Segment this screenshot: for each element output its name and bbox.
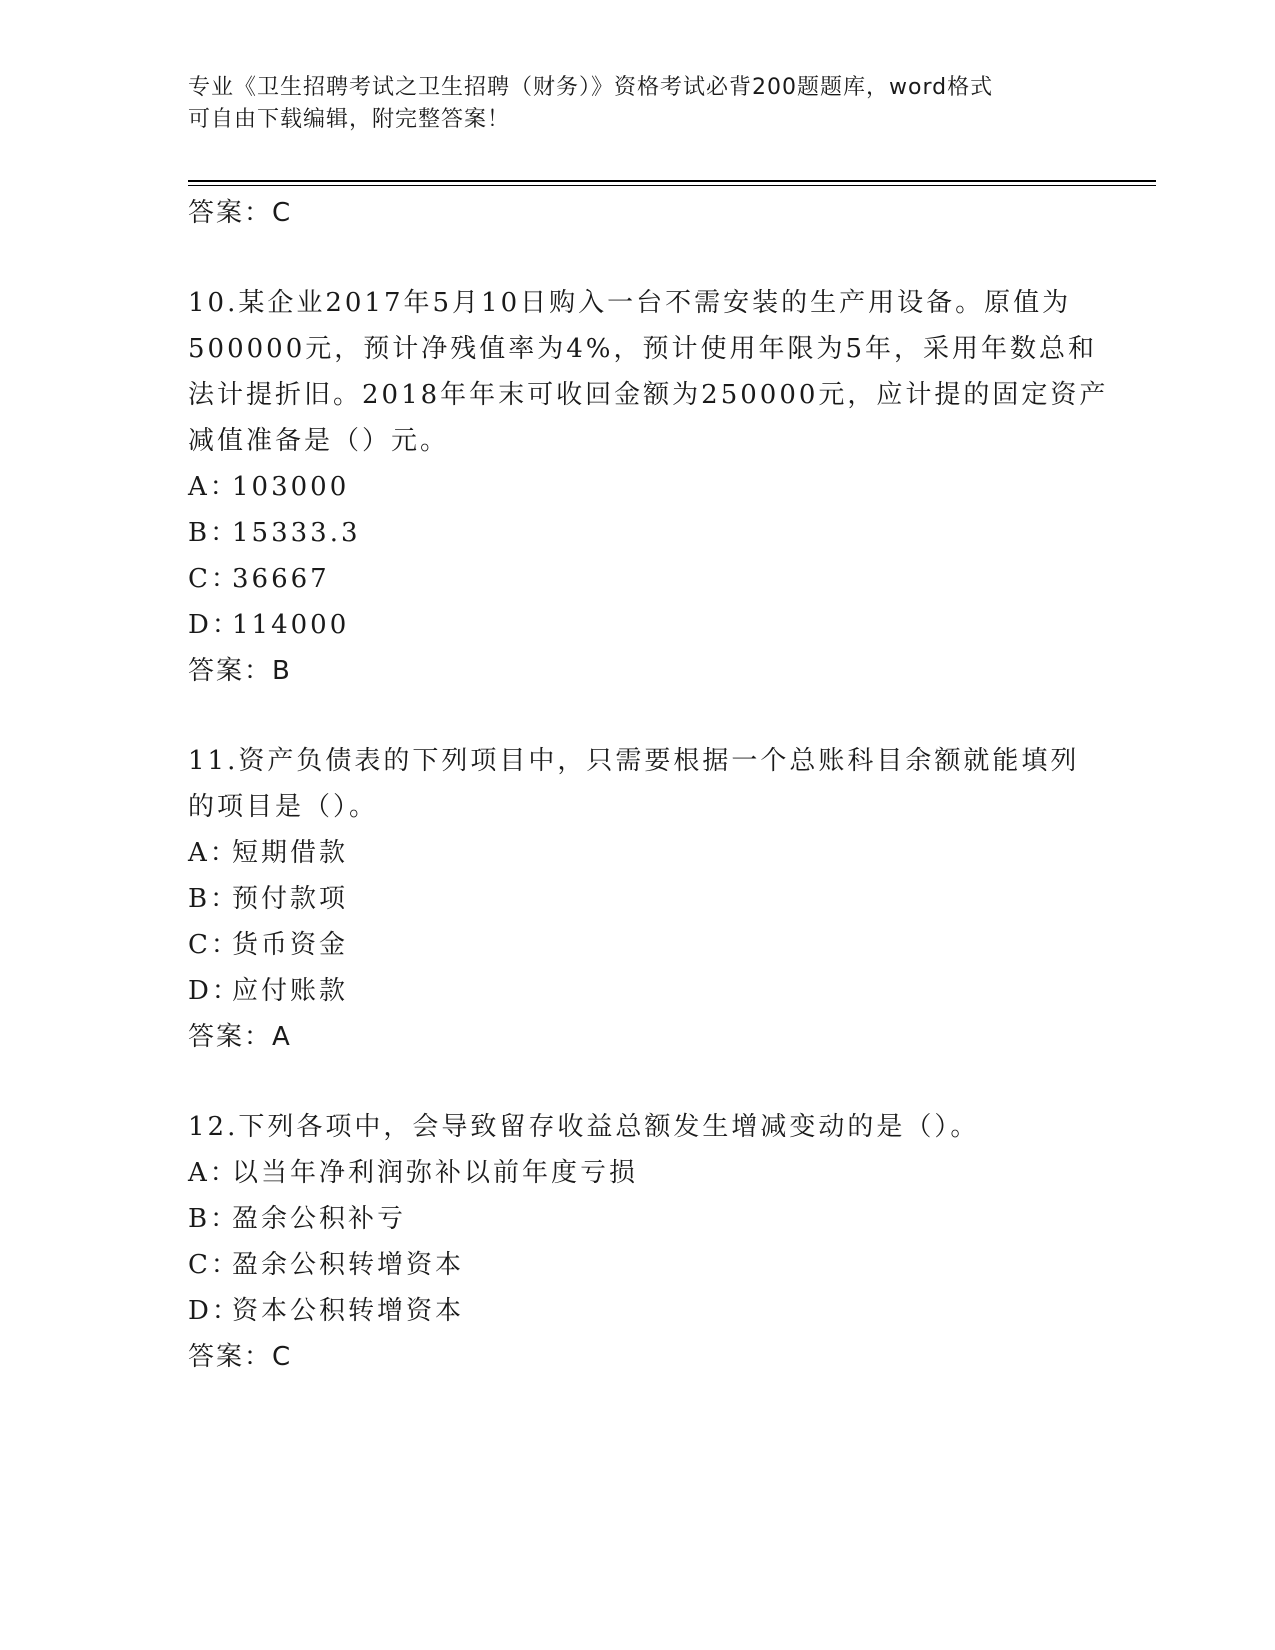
option-d: D：114000: [188, 610, 350, 640]
question-text-line: 10.某企业2017年5月10日购入一台不需安装的生产用设备。原值为: [188, 288, 1072, 318]
question-text-line: 11.资产负债表的下列项目中，只需要根据一个总账科目余额就能填列: [188, 746, 1080, 776]
question-text-line: 法计提折旧。2018年年末可收回金额为250000元，应计提的固定资产: [188, 380, 1109, 410]
answer-line: 答案：A: [188, 1022, 292, 1052]
spacer: [188, 694, 1088, 738]
option-a: A：以当年净利润弥补以前年度亏损: [188, 1158, 639, 1188]
option-a: A：短期借款: [188, 838, 349, 868]
option-b: B：预付款项: [188, 884, 349, 914]
spacer: [188, 1060, 1088, 1104]
answer-line: 答案：C: [188, 1342, 293, 1372]
option-d: D：资本公积转增资本: [188, 1296, 465, 1326]
header-rule-thick: [188, 180, 1156, 182]
answer-line: 答案：B: [188, 656, 292, 686]
header-line-2: 可自由下载编辑，附完整答案！: [188, 107, 511, 132]
question-content: [188, 190, 1109, 1380]
option-c: C：货币资金: [188, 930, 349, 960]
question-block: [188, 280, 1109, 694]
option-b: B：盈余公积补亏: [188, 1204, 407, 1234]
spacer: [188, 236, 1088, 280]
header-rule-thin: [188, 185, 1156, 186]
question-text-line: 12.下列各项中，会导致留存收益总额发生增减变动的是（）。: [188, 1112, 980, 1142]
question-text-line: 减值准备是（）元。: [188, 426, 450, 456]
question-block: [188, 738, 1088, 1060]
option-d: D：应付账款: [188, 976, 349, 1006]
header-line-1: 专业《卫生招聘考试之卫生招聘（财务）》资格考试必背200题题库，word格式: [188, 75, 994, 100]
previous-answer: 答案：C: [188, 198, 293, 228]
document-header: [188, 72, 1068, 136]
question-text-line: 的项目是（）。: [188, 792, 379, 822]
option-c: C：36667: [188, 564, 330, 594]
option-b: B：15333.3: [188, 518, 361, 548]
question-text-line: 500000元，预计净残值率为4%，预计使用年限为5年，采用年数总和: [188, 334, 1098, 364]
option-c: C：盈余公积转增资本: [188, 1250, 465, 1280]
question-block: [188, 1104, 1088, 1380]
option-a: A：103000: [188, 472, 350, 502]
